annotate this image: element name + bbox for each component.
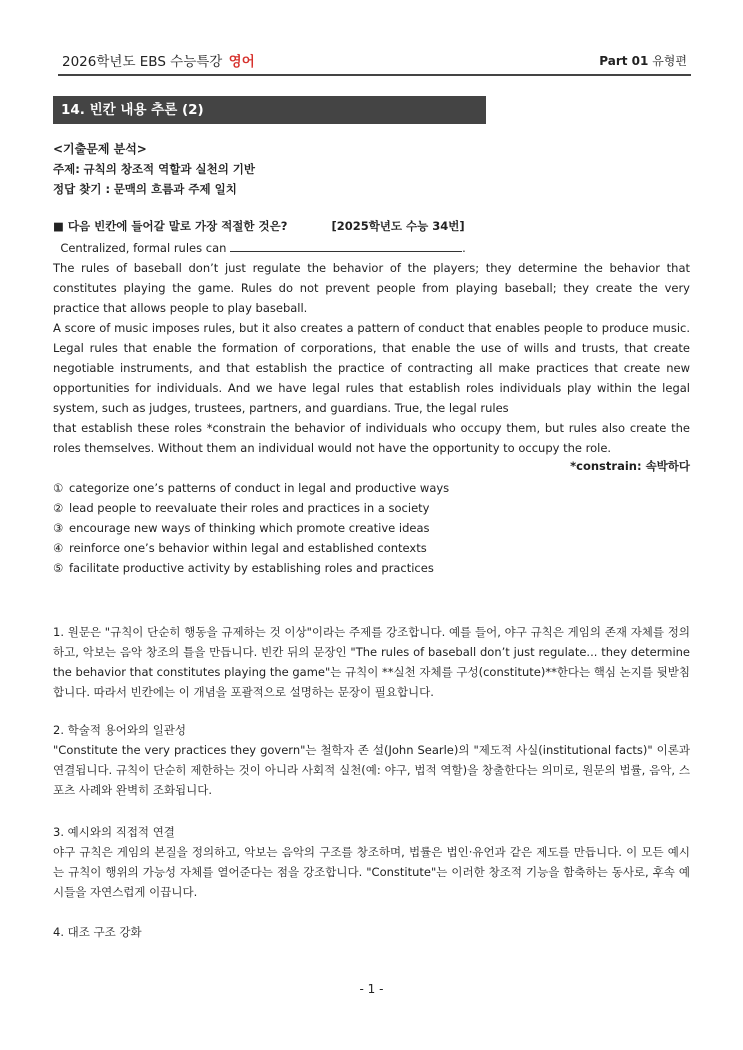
option-3[interactable] — [53, 518, 449, 538]
header-course — [62, 50, 255, 70]
topic-line — [53, 159, 255, 179]
analysis-heading: <기출문제 분석> — [53, 142, 147, 156]
option-3-number: ③ — [53, 521, 64, 535]
option-1[interactable] — [53, 478, 449, 498]
option-2-number: ② — [53, 501, 64, 515]
option-1-number: ① — [53, 481, 64, 495]
page-number: - 1 - — [359, 982, 384, 996]
explanation-2-body: "Constitute the very practices they govern"는 철학자 존 설(John Searle)의 "제도적 사실(institutional facts)" 이론과 연결됩니다. 규칙이 단순히 제한하는 것이 아니라 사회적 실천(예: 야구, 법적 역할)을 창출한다는 의미로, 원문의 법률, 음악, 스포츠 사례와 완벽히 조화됩니다. — [53, 743, 690, 797]
explanation-3-body: 야구 규칙은 게임의 본질을 정의하고, 악보는 음악의 구조를 창조하며, 법률은 법인·유언과 같은 제도를 만듭니다. 이 모든 예시는 규칙이 행위의 가능성 자체를 열어준다는 점을 강조합니다. "Constitute"는 이러한 창조적 기능을 함축하는 동사로, 후속 예시들을 자연스럽게 이끕니다. — [53, 845, 690, 899]
header-year-course: 2026학년도 EBS 수능특강 — [62, 54, 223, 70]
explanation-2-title: 2. 학술적 용어와의 일관성 — [53, 723, 187, 737]
option-4-text: reinforce one’s behavior within legal and established contexts — [69, 541, 427, 555]
section-title: 14. 빈칸 내용 추론 (2) — [53, 96, 486, 124]
question-prompt — [53, 218, 465, 234]
page-header — [58, 48, 691, 76]
option-5-number: ⑤ — [53, 561, 64, 575]
header-part-name: 유형편 — [652, 54, 687, 68]
header-part — [599, 52, 687, 69]
analysis-block — [53, 139, 255, 199]
option-4[interactable] — [53, 538, 449, 558]
explanation-1: 1. 원문은 "규칙이 단순히 행동을 규제하는 것 이상"이라는 주제를 강조합니다. 예를 들어, 야구 규칙은 게임의 존재 자체를 정의하고, 악보는 음악 창조의 틀을 만듭니다. 빈칸 뒤의 문장인 "The rules of baseball don’t just regulate... they determine the behavior that constitutes playing the game"는 규칙이 **실천 자체를 구성(constitute)**한다는 핵심 논지를 뒷받침합니다. 따라서 빈칸에는 이 개념을 포괄적으로 설명하는 문장이 필요합니다. — [53, 625, 690, 699]
answer-line — [53, 179, 255, 199]
answer-blank — [230, 239, 462, 252]
passage-paragraph-3: that establish these roles *constrain the behavior of individuals who occupy them, but rules also create the roles themselves. Without them an individual would not have the opportunity to occupy the role. — [53, 421, 690, 455]
answer-label: 정답 찾기 : — [53, 182, 111, 196]
passage-paragraph-2: A score of music imposes rules, but it also creates a pattern of conduct that enables people to produce music. Legal rules that enable the formation of corporations, that enable the use of wills and trusts, that create negotiable instruments, and that establish the practice of contracting all make practices that create new opportunities for individuals. And we have legal rules that establish roles individuals play within the legal system, such as judges, trustees, partners, and guardians. True, the legal rules — [53, 321, 690, 415]
topic-label: 주제: — [53, 162, 80, 176]
explanation-3-title: 3. 예시와의 직접적 연결 — [53, 825, 175, 839]
passage-first-line — [53, 238, 690, 258]
header-subject: 영어 — [228, 54, 255, 70]
first-line-text: Centralized, formal rules can — [60, 241, 227, 255]
option-5-text: facilitate productive activity by establishing roles and practices — [69, 561, 434, 575]
option-2-text: lead people to reevaluate their roles and practices in a society — [69, 501, 430, 515]
option-1-text: categorize one’s patterns of conduct in legal and productive ways — [69, 481, 450, 495]
footnote: *constrain: 속박하다 — [570, 459, 690, 473]
explanation-4-title: 4. 대조 구조 강화 — [53, 925, 142, 939]
first-line-end: . — [462, 241, 466, 255]
option-2[interactable] — [53, 498, 449, 518]
passage-paragraph-1: The rules of baseball don’t just regulate the behavior of the players; they determine the behavior that constitutes playing the game. Rules do not prevent people from playing baseball; they create the very practice that allows people to play baseball. — [53, 261, 690, 315]
option-3-text: encourage new ways of thinking which promote creative ideas — [69, 521, 430, 535]
answer-options — [53, 478, 449, 578]
question-source: [2025학년도 수능 34번] — [331, 219, 465, 233]
option-4-number: ④ — [53, 541, 64, 555]
question-text: ■ 다음 빈칸에 들어갈 말로 가장 적절한 것은? — [53, 219, 288, 233]
topic-text: 규칙의 창조적 역할과 실천의 기반 — [83, 162, 256, 176]
option-5[interactable] — [53, 558, 449, 578]
answer-text: 문맥의 흐름과 주제 일치 — [113, 182, 237, 196]
header-part-number: Part 01 — [599, 54, 649, 68]
